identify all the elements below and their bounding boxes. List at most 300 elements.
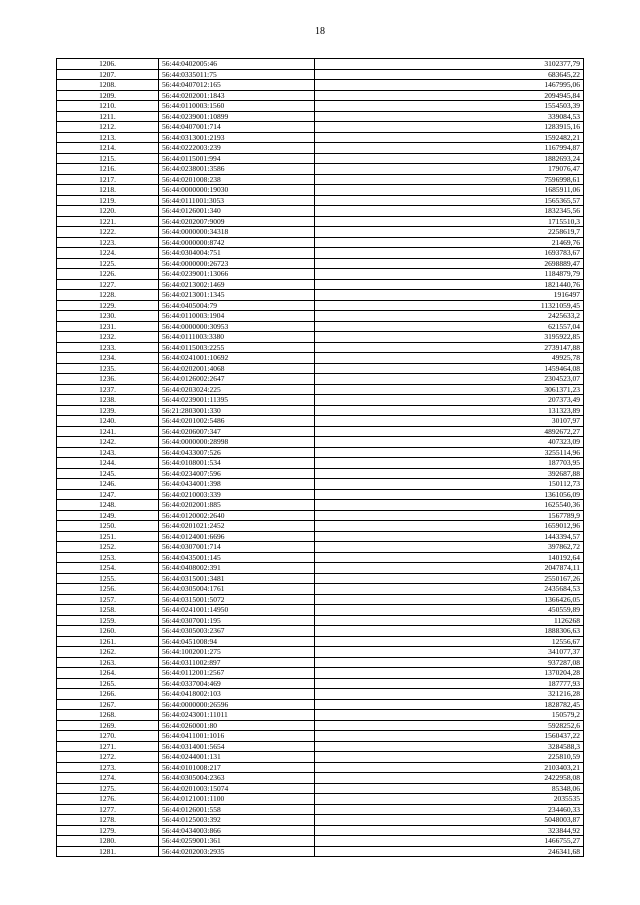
table-row [57,447,584,458]
row-number-cell: 1268. [57,710,159,721]
row-number-cell: 1239. [57,405,159,416]
cadastral-value-cell: 3195922,85 [315,332,584,343]
cadastral-number-cell: 56:44:0111001:3053 [159,195,315,206]
cadastral-number-cell: 56:44:0244001:131 [159,752,315,763]
cadastral-value-cell: 1685911,06 [315,185,584,196]
row-number-cell: 1255. [57,573,159,584]
row-number-cell: 1250. [57,521,159,532]
table-row [57,510,584,521]
cadastral-number-cell: 56:44:0120002:2640 [159,510,315,521]
row-number-cell: 1263. [57,657,159,668]
table-row [57,836,584,847]
cadastral-value-cell: 1560437,22 [315,731,584,742]
cadastral-number-cell: 56:44:0112001:2567 [159,668,315,679]
table-row [57,468,584,479]
cadastral-number-cell: 56:44:0305004:2363 [159,773,315,784]
cadastral-value-cell: 150579,2 [315,710,584,721]
row-number-cell: 1207. [57,69,159,80]
cadastral-value-cell: 1366426,05 [315,594,584,605]
row-number-cell: 1221. [57,216,159,227]
row-number-cell: 1244. [57,458,159,469]
row-number-cell: 1281. [57,846,159,857]
cadastral-value-cell: 1443394,57 [315,531,584,542]
table-row [57,846,584,857]
cadastral-number-cell: 56:44:0206007:347 [159,426,315,437]
cadastral-value-cell: 1554503,39 [315,101,584,112]
cadastral-value-cell: 2739147,88 [315,342,584,353]
cadastral-value-cell: 2435684,53 [315,584,584,595]
cadastral-value-cell: 140192,64 [315,552,584,563]
cadastral-number-cell: 56:44:0000000:30953 [159,321,315,332]
row-number-cell: 1228. [57,290,159,301]
cadastral-value-cell: 1693783,67 [315,248,584,259]
row-number-cell: 1214. [57,143,159,154]
cadastral-number-cell: 56:44:0337004:469 [159,678,315,689]
table-row [57,783,584,794]
cadastral-value-cell: 341077,37 [315,647,584,658]
cadastral-number-cell: 56:44:0201002:5486 [159,416,315,427]
cadastral-value-cell: 1916497 [315,290,584,301]
row-number-cell: 1241. [57,426,159,437]
cadastral-number-cell: 56:44:0433007:526 [159,447,315,458]
table-row [57,678,584,689]
row-number-cell: 1225. [57,258,159,269]
cadastral-value-cell: 85348,06 [315,783,584,794]
table-row [57,111,584,122]
row-number-cell: 1265. [57,678,159,689]
cadastral-number-cell: 56:44:0304004:751 [159,248,315,259]
row-number-cell: 1279. [57,825,159,836]
table-row [57,143,584,154]
table-body [57,59,584,857]
cadastral-value-cell: 225810,59 [315,752,584,763]
cadastral-value-cell: 1184879,79 [315,269,584,280]
cadastral-number-cell: 56:44:0402005:46 [159,59,315,70]
cadastral-number-cell: 56:44:0202001:885 [159,500,315,511]
cadastral-number-cell: 56:44:0124001:6696 [159,531,315,542]
cadastral-number-cell: 56:44:0259001:361 [159,836,315,847]
table-row [57,489,584,500]
row-number-cell: 1238. [57,395,159,406]
cadastral-value-cell: 1715510,3 [315,216,584,227]
cadastral-number-cell: 56:44:0213002:1469 [159,279,315,290]
cadastral-number-cell: 56:44:0307001:195 [159,615,315,626]
cadastral-number-cell: 56:44:0125003:392 [159,815,315,826]
table-row [57,825,584,836]
row-number-cell: 1245. [57,468,159,479]
cadastral-number-cell: 56:44:0408002:391 [159,563,315,574]
table-row [57,164,584,175]
cadastral-value-cell: 3061371,23 [315,384,584,395]
row-number-cell: 1276. [57,794,159,805]
cadastral-value-cell: 2425633,2 [315,311,584,322]
row-number-cell: 1222. [57,227,159,238]
cadastral-number-cell: 56:44:1002001:275 [159,647,315,658]
table-row [57,248,584,259]
table-row [57,752,584,763]
table-row [57,458,584,469]
table-row [57,90,584,101]
table-row [57,59,584,70]
cadastral-number-cell: 56:44:0115001:994 [159,153,315,164]
cadastral-value-cell: 207373,49 [315,395,584,406]
table-row [57,773,584,784]
row-number-cell: 1258. [57,605,159,616]
table-row [57,416,584,427]
row-number-cell: 1257. [57,594,159,605]
table-row [57,531,584,542]
cadastral-value-cell: 392687,88 [315,468,584,479]
cadastral-value-cell: 321216,28 [315,689,584,700]
cadastral-number-cell: 56:44:0315001:3481 [159,573,315,584]
cadastral-value-cell: 1565365,57 [315,195,584,206]
cadastral-number-cell: 56:44:0435001:145 [159,552,315,563]
table-row [57,710,584,721]
table-row [57,195,584,206]
table-row [57,122,584,133]
cadastral-value-cell: 7596998,61 [315,174,584,185]
row-number-cell: 1275. [57,783,159,794]
row-number-cell: 1211. [57,111,159,122]
row-number-cell: 1273. [57,762,159,773]
cadastral-value-cell: 339084,53 [315,111,584,122]
cadastral-value-cell: 1659012,96 [315,521,584,532]
row-number-cell: 1240. [57,416,159,427]
cadastral-value-table [56,58,584,857]
page-number: 18 [315,26,325,37]
cadastral-value-cell: 3284588,3 [315,741,584,752]
cadastral-value-cell: 11321059,45 [315,300,584,311]
row-number-cell: 1251. [57,531,159,542]
cadastral-value-cell: 1821440,76 [315,279,584,290]
table-row [57,615,584,626]
table-row [57,689,584,700]
table-row [57,563,584,574]
cadastral-number-cell: 56:44:0201003:15074 [159,783,315,794]
cadastral-value-cell: 2304523,07 [315,374,584,385]
cadastral-value-cell: 234460,33 [315,804,584,815]
row-number-cell: 1266. [57,689,159,700]
row-number-cell: 1230. [57,311,159,322]
table-row [57,384,584,395]
row-number-cell: 1246. [57,479,159,490]
row-number-cell: 1254. [57,563,159,574]
table-row [57,636,584,647]
cadastral-number-cell: 56:44:0238001:3586 [159,164,315,175]
table-row [57,794,584,805]
table-row [57,594,584,605]
cadastral-number-cell: 56:44:0260001:80 [159,720,315,731]
row-number-cell: 1232. [57,332,159,343]
table-row [57,321,584,332]
row-number-cell: 1262. [57,647,159,658]
cadastral-number-cell: 56:44:0000000:26596 [159,699,315,710]
cadastral-value-cell: 1459464,08 [315,363,584,374]
cadastral-number-cell: 56:44:0222003:239 [159,143,315,154]
cadastral-number-cell: 56:44:0243001:11011 [159,710,315,721]
table-row [57,542,584,553]
cadastral-number-cell: 56:44:0239001:11395 [159,395,315,406]
cadastral-number-cell: 56:44:0108001:534 [159,458,315,469]
cadastral-value-cell: 150112,73 [315,479,584,490]
cadastral-number-cell: 56:44:0101008:217 [159,762,315,773]
cadastral-value-cell: 187777,93 [315,678,584,689]
cadastral-number-cell: 56:44:0335011:75 [159,69,315,80]
row-number-cell: 1234. [57,353,159,364]
row-number-cell: 1208. [57,80,159,91]
table-row [57,153,584,164]
row-number-cell: 1220. [57,206,159,217]
table-row [57,804,584,815]
cadastral-number-cell: 56:44:0315001:5072 [159,594,315,605]
table-row [57,206,584,217]
table-row [57,573,584,584]
cadastral-value-cell: 4892672,27 [315,426,584,437]
row-number-cell: 1274. [57,773,159,784]
table-row [57,815,584,826]
row-number-cell: 1256. [57,584,159,595]
cadastral-number-cell: 56:44:0202001:4068 [159,363,315,374]
cadastral-number-cell: 56:44:0213001:1345 [159,290,315,301]
cadastral-number-cell: 56:44:0407001:714 [159,122,315,133]
cadastral-number-cell: 56:44:0000000:8742 [159,237,315,248]
table-row [57,174,584,185]
row-number-cell: 1213. [57,132,159,143]
cadastral-number-cell: 56:44:0115003:2255 [159,342,315,353]
cadastral-number-cell: 56:44:0110003:1560 [159,101,315,112]
cadastral-number-cell: 56:44:0126001:340 [159,206,315,217]
cadastral-number-cell: 56:44:0202003:2935 [159,846,315,857]
cadastral-value-cell: 323844,92 [315,825,584,836]
table-row [57,227,584,238]
cadastral-number-cell: 56:44:0126002:2647 [159,374,315,385]
cadastral-number-cell: 56:44:0405004:79 [159,300,315,311]
table-row [57,342,584,353]
cadastral-number-cell: 56:44:0311002:897 [159,657,315,668]
row-number-cell: 1216. [57,164,159,175]
cadastral-number-cell: 56:21:2803001:330 [159,405,315,416]
table-row [57,657,584,668]
cadastral-value-cell: 397862,72 [315,542,584,553]
table-row [57,479,584,490]
cadastral-number-cell: 56:44:0434001:398 [159,479,315,490]
cadastral-number-cell: 56:44:0313001:2193 [159,132,315,143]
cadastral-value-cell: 2094945,84 [315,90,584,101]
table-row [57,237,584,248]
cadastral-value-cell: 683645,22 [315,69,584,80]
cadastral-value-cell: 2103403,21 [315,762,584,773]
row-number-cell: 1277. [57,804,159,815]
table-row [57,405,584,416]
row-number-cell: 1280. [57,836,159,847]
row-number-cell: 1243. [57,447,159,458]
cadastral-number-cell: 56:44:0239001:13066 [159,269,315,280]
cadastral-value-cell: 1283915,16 [315,122,584,133]
cadastral-number-cell: 56:44:0000000:28998 [159,437,315,448]
row-number-cell: 1260. [57,626,159,637]
cadastral-number-cell: 56:44:0201008:238 [159,174,315,185]
table-row [57,426,584,437]
cadastral-number-cell: 56:44:0121001:1100 [159,794,315,805]
cadastral-value-cell: 131323,89 [315,405,584,416]
table-row [57,720,584,731]
row-number-cell: 1249. [57,510,159,521]
row-number-cell: 1224. [57,248,159,259]
cadastral-value-cell: 1466755,27 [315,836,584,847]
cadastral-value-cell: 187703,95 [315,458,584,469]
table-row [57,741,584,752]
row-number-cell: 1267. [57,699,159,710]
row-number-cell: 1264. [57,668,159,679]
cadastral-number-cell: 56:44:0451008:94 [159,636,315,647]
cadastral-number-cell: 56:44:0418002:103 [159,689,315,700]
cadastral-value-cell: 937287,08 [315,657,584,668]
cadastral-value-cell: 3255114,96 [315,447,584,458]
row-number-cell: 1247. [57,489,159,500]
row-number-cell: 1237. [57,384,159,395]
table-row [57,605,584,616]
row-number-cell: 1236. [57,374,159,385]
table-row [57,626,584,637]
cadastral-value-cell: 1567789,9 [315,510,584,521]
cadastral-value-cell: 1361056,09 [315,489,584,500]
table-row [57,731,584,742]
cadastral-value-cell: 450559,89 [315,605,584,616]
cadastral-number-cell: 56:44:0307001:714 [159,542,315,553]
cadastral-value-cell: 1625540,36 [315,500,584,511]
row-number-cell: 1219. [57,195,159,206]
table-row [57,269,584,280]
cadastral-number-cell: 56:44:0234007:596 [159,468,315,479]
table-row [57,584,584,595]
table-row [57,374,584,385]
cadastral-number-cell: 56:44:0239001:10899 [159,111,315,122]
row-number-cell: 1210. [57,101,159,112]
row-number-cell: 1261. [57,636,159,647]
cadastral-number-cell: 56:44:0210003:339 [159,489,315,500]
cadastral-value-cell: 3102377,79 [315,59,584,70]
cadastral-number-cell: 56:44:0110003:1904 [159,311,315,322]
cadastral-number-cell: 56:44:0111003:3380 [159,332,315,343]
cadastral-value-cell: 2422958,08 [315,773,584,784]
cadastral-number-cell: 56:44:0314001:5654 [159,741,315,752]
row-number-cell: 1272. [57,752,159,763]
row-number-cell: 1206. [57,59,159,70]
table-row [57,668,584,679]
cadastral-value-cell: 49925,78 [315,353,584,364]
cadastral-value-cell: 1167994,87 [315,143,584,154]
table-row [57,647,584,658]
table-row [57,762,584,773]
row-number-cell: 1248. [57,500,159,511]
row-number-cell: 1209. [57,90,159,101]
row-number-cell: 1235. [57,363,159,374]
table-row [57,521,584,532]
cadastral-number-cell: 56:44:0305003:2367 [159,626,315,637]
cadastral-value-cell: 2550167,26 [315,573,584,584]
row-number-cell: 1242. [57,437,159,448]
cadastral-value-cell: 1828782,45 [315,699,584,710]
table-row [57,332,584,343]
cadastral-value-cell: 1592482,21 [315,132,584,143]
cadastral-value-cell: 1370204,28 [315,668,584,679]
cadastral-number-cell: 56:44:0000000:34318 [159,227,315,238]
cadastral-value-cell: 5928252,6 [315,720,584,731]
cadastral-number-cell: 56:44:0000000:19030 [159,185,315,196]
cadastral-value-cell: 30107,97 [315,416,584,427]
table-row [57,395,584,406]
cadastral-number-cell: 56:44:0407012:165 [159,80,315,91]
row-number-cell: 1218. [57,185,159,196]
cadastral-number-cell: 56:44:0126001:558 [159,804,315,815]
row-number-cell: 1271. [57,741,159,752]
cadastral-value-cell: 12556,67 [315,636,584,647]
cadastral-value-cell: 2035535 [315,794,584,805]
cadastral-value-cell: 2258619,7 [315,227,584,238]
table-row [57,311,584,322]
cadastral-number-cell: 56:44:0241001:14950 [159,605,315,616]
cadastral-value-cell: 407323,09 [315,437,584,448]
row-number-cell: 1212. [57,122,159,133]
cadastral-number-cell: 56:44:0202007:9009 [159,216,315,227]
row-number-cell: 1217. [57,174,159,185]
row-number-cell: 1259. [57,615,159,626]
cadastral-value-cell: 621557,04 [315,321,584,332]
cadastral-value-cell: 1467995,06 [315,80,584,91]
cadastral-value-cell: 1888306,63 [315,626,584,637]
cadastral-number-cell: 56:44:0241001:10692 [159,353,315,364]
table-row [57,552,584,563]
cadastral-number-cell: 56:44:0201021:2452 [159,521,315,532]
table-row [57,101,584,112]
cadastral-value-cell: 2047874,11 [315,563,584,574]
table-row [57,258,584,269]
table-row [57,437,584,448]
table-row [57,300,584,311]
row-number-cell: 1215. [57,153,159,164]
table-row [57,500,584,511]
cadastral-value-cell: 1126268 [315,615,584,626]
row-number-cell: 1253. [57,552,159,563]
table-row [57,185,584,196]
cadastral-number-cell: 56:44:0000000:26723 [159,258,315,269]
cadastral-value-cell: 179076,47 [315,164,584,175]
table-row [57,363,584,374]
cadastral-number-cell: 56:44:0305004:1761 [159,584,315,595]
row-number-cell: 1223. [57,237,159,248]
cadastral-value-cell: 21469,76 [315,237,584,248]
cadastral-value-cell: 5048003,87 [315,815,584,826]
row-number-cell: 1252. [57,542,159,553]
cadastral-number-cell: 56:44:0203024:225 [159,384,315,395]
row-number-cell: 1233. [57,342,159,353]
table-row [57,216,584,227]
row-number-cell: 1226. [57,269,159,280]
table-row [57,353,584,364]
row-number-cell: 1229. [57,300,159,311]
row-number-cell: 1227. [57,279,159,290]
table-row [57,69,584,80]
row-number-cell: 1269. [57,720,159,731]
table-row [57,80,584,91]
row-number-cell: 1278. [57,815,159,826]
cadastral-number-cell: 56:44:0434003:866 [159,825,315,836]
table-row [57,279,584,290]
cadastral-value-cell: 1832345,56 [315,206,584,217]
row-number-cell: 1231. [57,321,159,332]
table-row [57,699,584,710]
cadastral-number-cell: 56:44:0411001:1016 [159,731,315,742]
